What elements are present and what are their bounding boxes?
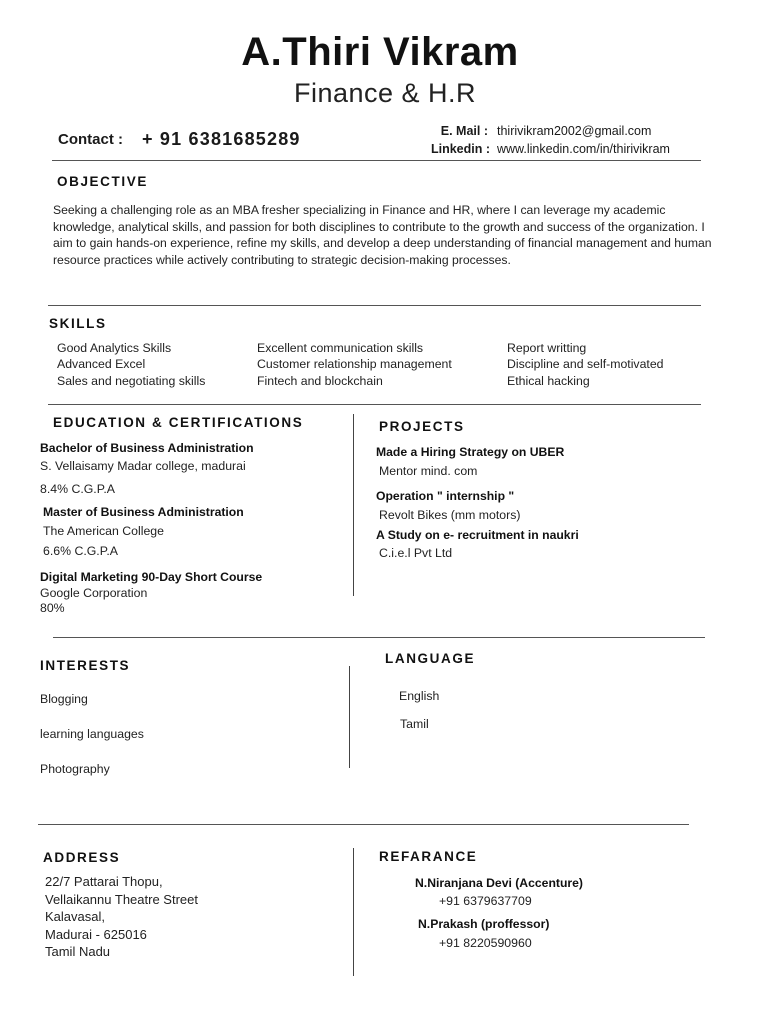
header-divider: [52, 160, 701, 161]
education-place: S. Vellaisamy Madar college, madurai: [40, 459, 246, 473]
interest-item: Photography: [40, 762, 110, 776]
skill-item: Customer relationship management: [257, 357, 452, 371]
project-org: Mentor mind. com: [379, 464, 478, 478]
reference-name: N.Niranjana Devi (Accenture): [415, 876, 583, 890]
address-line: 22/7 Pattarai Thopu,: [45, 874, 163, 889]
contact-phone: + 91 6381685289: [142, 129, 301, 149]
skills-heading: SKILLS: [49, 316, 107, 331]
skill-item: Report writting: [507, 341, 587, 355]
candidate-name: A.Thiri Vikram: [241, 30, 519, 74]
skill-item: Advanced Excel: [57, 357, 146, 371]
interests-divider: [38, 824, 689, 825]
project-title: Made a Hiring Strategy on UBER: [376, 445, 565, 459]
projects-heading: PROJECTS: [379, 419, 465, 434]
project-org: Revolt Bikes (mm motors): [379, 508, 521, 522]
education-score: 80%: [40, 601, 65, 615]
skill-item: Sales and negotiating skills: [57, 374, 206, 388]
skills-divider: [48, 404, 701, 405]
project-title: Operation " internship ": [376, 489, 515, 503]
education-heading: EDUCATION & CERTIFICATIONS: [53, 415, 304, 430]
reference-phone: +91 8220590960: [439, 936, 532, 950]
education-projects-divider: [353, 414, 354, 596]
education-place: Google Corporation: [40, 586, 148, 600]
education-place: The American College: [43, 524, 164, 538]
reference-heading: REFARANCE: [379, 849, 478, 864]
skill-item: Good Analytics Skills: [57, 341, 172, 355]
email-label: E. Mail :: [440, 124, 488, 138]
skill-item: Discipline and self-motivated: [507, 357, 664, 371]
education-title: Digital Marketing 90-Day Short Course: [40, 570, 263, 584]
education-title: Master of Business Administration: [43, 505, 244, 519]
project-org: C.i.e.l Pvt Ltd: [379, 546, 453, 560]
address-line: Vellaikannu Theatre Street: [45, 891, 198, 907]
address-heading: ADDRESS: [43, 850, 121, 865]
project-title: A Study on e- recruitment in naukri: [376, 528, 579, 542]
email-value[interactable]: thirivikram2002@gmail.com: [497, 124, 652, 138]
address-reference-divider: [353, 848, 354, 976]
candidate-role: Finance & H.R: [293, 78, 477, 108]
education-title: Bachelor of Business Administration: [40, 441, 254, 455]
language-item: English: [399, 689, 440, 703]
language-item: Tamil: [400, 717, 429, 731]
address-line: Madurai - 625016: [45, 926, 147, 942]
interest-item: Blogging: [40, 692, 88, 706]
skill-item: Excellent communication skills: [257, 341, 424, 355]
objective-text: Seeking a challenging role as an MBA fresher specializing in Finance and HR, where I can leverage my academic knowledge, analytical skills, and passion for both disciplines to contribute to the growth and success of the organization. I aim to gain hands-on experience, refine my skills, and develop a deep understanding of financial management and human resource practices while actively contributing to strategic decision-making processes.: [53, 203, 712, 267]
language-heading: LANGUAGE: [385, 651, 476, 666]
interests-language-divider: [349, 666, 350, 768]
linkedin-value[interactable]: www.linkedin.com/in/thirivikram: [497, 142, 670, 156]
interest-item: learning languages: [40, 727, 144, 741]
objective-divider: [48, 305, 701, 306]
skill-item: Fintech and blockchain: [257, 374, 383, 388]
skill-item: Ethical hacking: [507, 374, 590, 388]
linkedin-label: Linkedin :: [430, 142, 490, 156]
reference-name: N.Prakash (proffessor): [418, 917, 550, 931]
address-block: [45, 873, 198, 961]
education-divider: [53, 637, 705, 638]
address-line: Tamil Nadu: [45, 944, 111, 960]
contact-label: Contact :: [58, 131, 123, 148]
interests-heading: INTERESTS: [40, 658, 131, 673]
education-score: 6.6% C.G.P.A: [43, 544, 118, 558]
reference-phone: +91 6379637709: [439, 894, 532, 908]
address-line: Kalavasal,: [45, 909, 105, 925]
objective-heading: OBJECTIVE: [57, 174, 148, 189]
education-score: 8.4% C.G.P.A: [40, 482, 115, 496]
